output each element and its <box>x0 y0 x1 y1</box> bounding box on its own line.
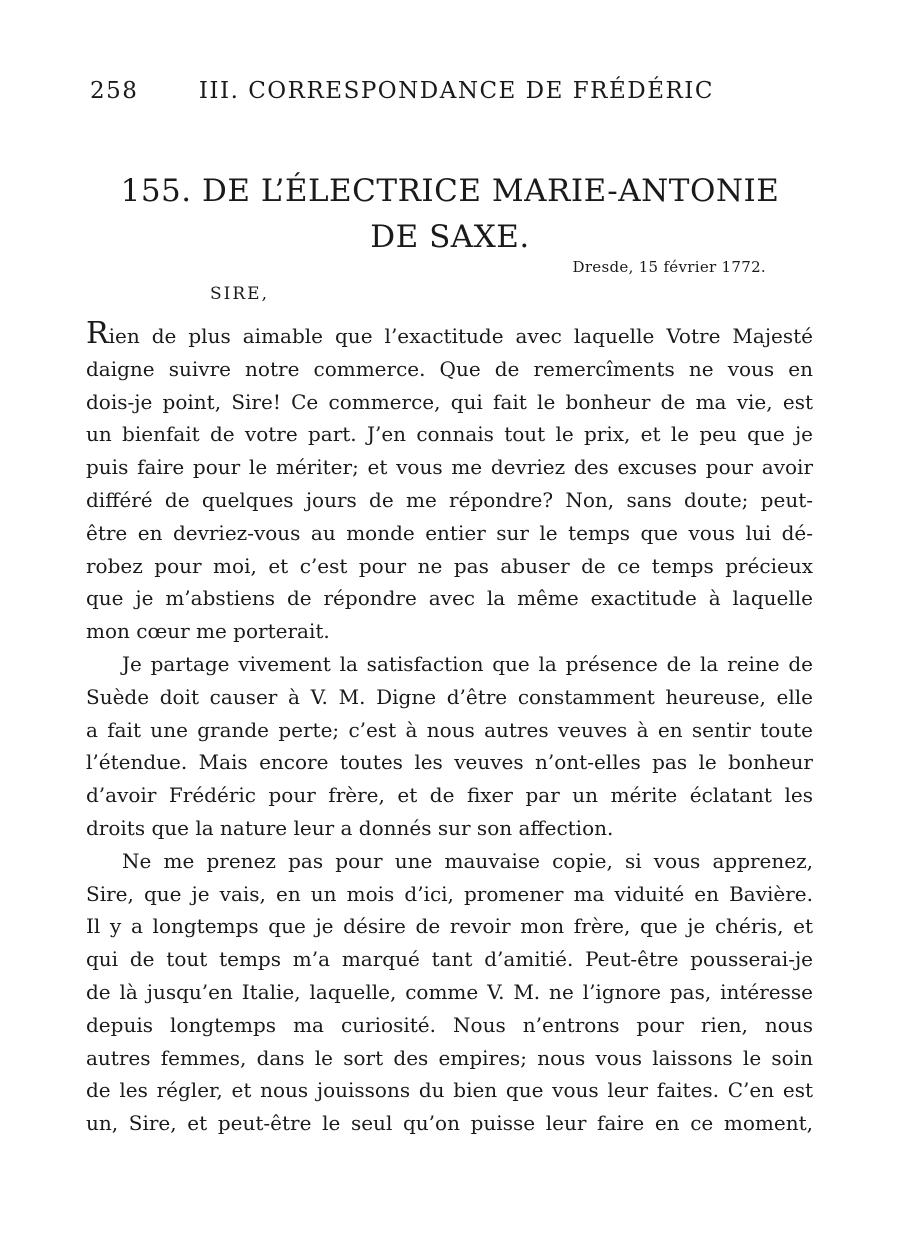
text-line: l’étendue. Mais encore toutes les veuves n’ont-elles pas le bonheur <box>86 750 813 775</box>
text-line: dois-je point, Sire! Ce commerce, qui fait le bonheur de ma vie, est <box>86 389 813 414</box>
page-number: 258 <box>90 78 139 104</box>
text-line: puis faire pour le mériter; et vous me devriez des excuses pour avoir <box>86 455 813 480</box>
text-line: robez pour moi, et c’est pour ne pas abuser de ce temps précieux <box>86 553 813 578</box>
text-line: Rien de plus aimable que l’exactitude avec laquelle Votre Majesté <box>86 316 813 351</box>
letter-title-line-2: DE SAXE. <box>370 219 530 255</box>
running-header <box>90 78 810 104</box>
text-line: différé de quelques jours de me répondre? Non, sans doute; peut- <box>86 487 813 512</box>
text-line: Suède doit causer à V. M. Digne d’être constamment heureuse, elle <box>86 684 813 709</box>
text-line: Il y a longtemps que je désire de revoir mon frère, que je chéris, et <box>86 914 813 939</box>
text-line: mon cœur me porterait. <box>86 619 330 644</box>
text-line: Ne me prenez pas pour une mauvaise copie, si vous apprenez, <box>122 848 813 873</box>
text-line: d’avoir Frédéric pour frère, et de fixer par un mérite éclatant les <box>86 783 813 808</box>
paragraph-2 <box>86 648 813 845</box>
text-line: un, Sire, et peut-être le seul qu’on puisse leur faire en ce moment, <box>86 1111 813 1136</box>
paragraph-1 <box>86 316 813 648</box>
text-line: Je partage vivement la satisfaction que la présence de la reine de <box>122 651 813 676</box>
text-line: droits que la nature leur a donnés sur son affection. <box>86 815 614 840</box>
text-line: de là jusqu’en Italie, laquelle, comme V. M. ne l’ignore pas, intéresse <box>86 979 813 1004</box>
text-line: depuis longtemps ma curiosité. Nous n’entrons pour rien, nous <box>86 1012 813 1037</box>
letter-body <box>86 316 813 1140</box>
text-line: être en devriez-vous au monde entier sur le temps que vous lui dé- <box>86 520 813 545</box>
letter-title-line-1: 155. DE L’ÉLECTRICE MARIE-ANTONIE <box>120 173 780 209</box>
drop-capital: R <box>86 316 109 351</box>
text-line: un bienfait de votre part. J’en connais tout le prix, et le peu que je <box>86 422 813 447</box>
text-line: que je m’abstiens de répondre avec la même exactitude à laquelle <box>86 586 813 611</box>
letter-title <box>60 168 840 260</box>
text-line: qui de tout temps m’a marqué tant d’amitié. Peut-être pousserai-je <box>86 947 813 972</box>
text-line: autres femmes, dans le sort des empires; nous vous laissons le soin <box>86 1045 813 1070</box>
text-line: daigne suivre notre commerce. Que de remercîments ne vous en <box>86 356 813 381</box>
running-title: III. CORRESPONDANCE DE FRÉDÉRIC <box>198 78 714 104</box>
paragraph-3 <box>86 845 813 1140</box>
dateline: Dresde, 15 février 1772. <box>572 258 766 276</box>
text-line: Sire, que je vais, en un mois d’ici, promener ma viduité en Bavière. <box>86 881 813 906</box>
text-line: de les régler, et nous jouissons du bien que vous leur faites. C’en est <box>86 1078 813 1103</box>
salutation: SIRE, <box>210 284 269 304</box>
text-line: a fait une grande perte; c’est à nous autres veuves à en sentir toute <box>86 717 813 742</box>
